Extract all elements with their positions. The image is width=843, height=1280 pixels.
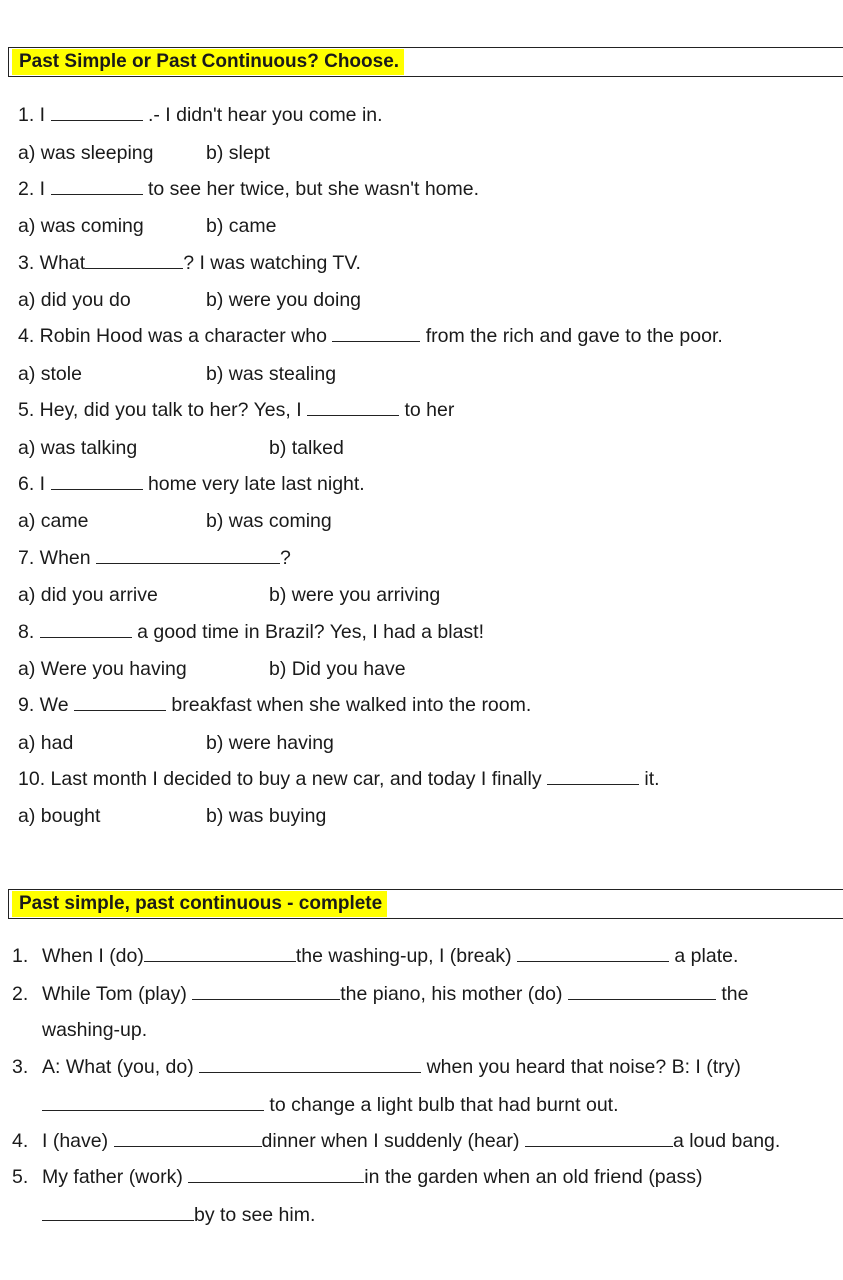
question-lead: 8. bbox=[18, 621, 35, 643]
item-text: by to see him. bbox=[194, 1204, 316, 1226]
item-text: A: What (you, do) bbox=[42, 1056, 194, 1078]
question-rest: ? bbox=[280, 547, 291, 569]
answer-blank[interactable] bbox=[332, 327, 420, 342]
options-8 bbox=[18, 657, 458, 681]
item-text: a plate. bbox=[674, 945, 739, 967]
item-1-number: 1. bbox=[12, 945, 29, 967]
question-lead: 10. Last month I decided to buy a new car, and today I finally bbox=[18, 768, 542, 790]
question-5 bbox=[18, 398, 454, 422]
option-b[interactable]: b) was buying bbox=[206, 805, 327, 827]
answer-blank[interactable] bbox=[192, 985, 340, 1000]
question-lead: 6. I bbox=[18, 473, 46, 495]
question-2 bbox=[18, 177, 479, 201]
section2-title: Past simple, past continuous - complete bbox=[12, 891, 387, 917]
item-2-number: 2. bbox=[12, 983, 29, 1005]
option-a[interactable]: a) stole bbox=[18, 363, 82, 385]
question-rest: it. bbox=[644, 768, 660, 790]
item-text: the bbox=[721, 983, 749, 1005]
item-2 bbox=[42, 982, 748, 1006]
option-b[interactable]: b) slept bbox=[206, 142, 270, 164]
item-5 bbox=[42, 1165, 703, 1189]
answer-blank[interactable] bbox=[188, 1168, 364, 1183]
option-b[interactable]: b) were you arriving bbox=[269, 584, 441, 606]
question-lead: 9. We bbox=[18, 694, 69, 716]
options-1 bbox=[18, 141, 418, 165]
question-rest: to her bbox=[404, 399, 455, 421]
answer-blank[interactable] bbox=[525, 1132, 673, 1147]
answer-blank[interactable] bbox=[307, 401, 399, 416]
answer-blank[interactable] bbox=[51, 475, 143, 490]
item-text: dinner when I suddenly (hear) bbox=[261, 1130, 520, 1152]
question-3 bbox=[18, 251, 361, 275]
question-7 bbox=[18, 546, 291, 570]
item-text: in the garden when an old friend (pass) bbox=[364, 1166, 703, 1188]
item-text: While Tom (play) bbox=[42, 983, 187, 1005]
option-b[interactable]: b) talked bbox=[269, 437, 344, 459]
item-2-continued: washing-up. bbox=[42, 1019, 148, 1041]
options-2 bbox=[18, 214, 418, 238]
question-9 bbox=[18, 693, 531, 717]
answer-blank[interactable] bbox=[40, 623, 132, 638]
question-4 bbox=[18, 324, 723, 348]
section1-header bbox=[8, 47, 843, 77]
answer-blank[interactable] bbox=[114, 1132, 262, 1147]
item-text: to change a light bulb that had burnt out. bbox=[269, 1094, 619, 1116]
option-a[interactable]: a) was sleeping bbox=[18, 142, 154, 164]
options-6 bbox=[18, 509, 418, 533]
options-3 bbox=[18, 288, 418, 312]
question-rest: home very late last night. bbox=[147, 473, 365, 495]
options-9 bbox=[18, 731, 418, 755]
question-lead: 7. When bbox=[18, 547, 91, 569]
item-4-number: 4. bbox=[12, 1130, 29, 1152]
answer-blank[interactable] bbox=[547, 770, 639, 785]
item-5-continued bbox=[42, 1203, 315, 1227]
answer-blank[interactable] bbox=[517, 947, 669, 962]
question-6 bbox=[18, 472, 365, 496]
answer-blank[interactable] bbox=[85, 254, 183, 269]
options-5 bbox=[18, 436, 438, 460]
question-rest: to see her twice, but she wasn't home. bbox=[147, 178, 480, 200]
option-b[interactable]: b) was coming bbox=[206, 510, 332, 532]
item-4 bbox=[42, 1129, 780, 1153]
item-5-number: 5. bbox=[12, 1166, 29, 1188]
answer-blank[interactable] bbox=[74, 696, 166, 711]
question-lead: 2. I bbox=[18, 178, 46, 200]
question-lead: 1. I bbox=[18, 104, 46, 126]
options-4 bbox=[18, 362, 418, 386]
answer-blank[interactable] bbox=[42, 1206, 194, 1221]
item-text: when you heard that noise? B: I (try) bbox=[426, 1056, 741, 1078]
option-a[interactable]: a) came bbox=[18, 510, 89, 532]
question-8 bbox=[18, 620, 484, 644]
question-1 bbox=[18, 103, 383, 127]
question-lead: 3. What bbox=[18, 252, 86, 274]
question-rest: ? I was watching TV. bbox=[183, 252, 361, 274]
item-text: My father (work) bbox=[42, 1166, 183, 1188]
answer-blank[interactable] bbox=[96, 549, 280, 564]
option-b[interactable]: b) were having bbox=[206, 732, 334, 754]
item-text: a loud bang. bbox=[672, 1130, 781, 1152]
item-1 bbox=[42, 944, 738, 968]
answer-blank[interactable] bbox=[51, 180, 143, 195]
answer-blank[interactable] bbox=[144, 947, 296, 962]
options-7 bbox=[18, 583, 478, 607]
answer-blank[interactable] bbox=[568, 985, 716, 1000]
option-b[interactable]: b) came bbox=[206, 215, 277, 237]
option-a[interactable]: a) was coming bbox=[18, 215, 144, 237]
item-text: the washing-up, I (break) bbox=[295, 945, 512, 967]
item-text: When I (do) bbox=[42, 945, 144, 967]
answer-blank[interactable] bbox=[199, 1058, 421, 1073]
item-3-number: 3. bbox=[12, 1056, 29, 1078]
question-rest: .- I didn't hear you come in. bbox=[147, 104, 383, 126]
item-3 bbox=[42, 1055, 741, 1079]
question-rest: a good time in Brazil? Yes, I had a blast! bbox=[137, 621, 484, 643]
item-3-continued bbox=[42, 1093, 619, 1117]
option-a[interactable]: a) had bbox=[18, 732, 74, 754]
option-b[interactable]: b) were you doing bbox=[206, 289, 362, 311]
section1-title: Past Simple or Past Continuous? Choose. bbox=[12, 49, 404, 75]
answer-blank[interactable] bbox=[51, 106, 143, 121]
option-a[interactable]: a) did you arrive bbox=[18, 584, 158, 606]
option-a[interactable]: a) bought bbox=[18, 805, 101, 827]
section2-header bbox=[8, 889, 843, 919]
item-text: the piano, his mother (do) bbox=[340, 983, 563, 1005]
option-b[interactable]: b) Did you have bbox=[269, 658, 406, 680]
question-lead: 5. Hey, did you talk to her? Yes, I bbox=[18, 399, 302, 421]
option-a[interactable]: a) Were you having bbox=[18, 658, 187, 680]
question-10 bbox=[18, 767, 660, 791]
item-text: I (have) bbox=[42, 1130, 109, 1152]
option-a[interactable]: a) was talking bbox=[18, 437, 138, 459]
question-rest: breakfast when she walked into the room. bbox=[171, 694, 532, 716]
option-a[interactable]: a) did you do bbox=[18, 289, 131, 311]
answer-blank[interactable] bbox=[42, 1096, 264, 1111]
question-rest: from the rich and gave to the poor. bbox=[425, 325, 723, 347]
options-10 bbox=[18, 804, 418, 828]
option-b[interactable]: b) was stealing bbox=[206, 363, 337, 385]
question-lead: 4. Robin Hood was a character who bbox=[18, 325, 327, 347]
